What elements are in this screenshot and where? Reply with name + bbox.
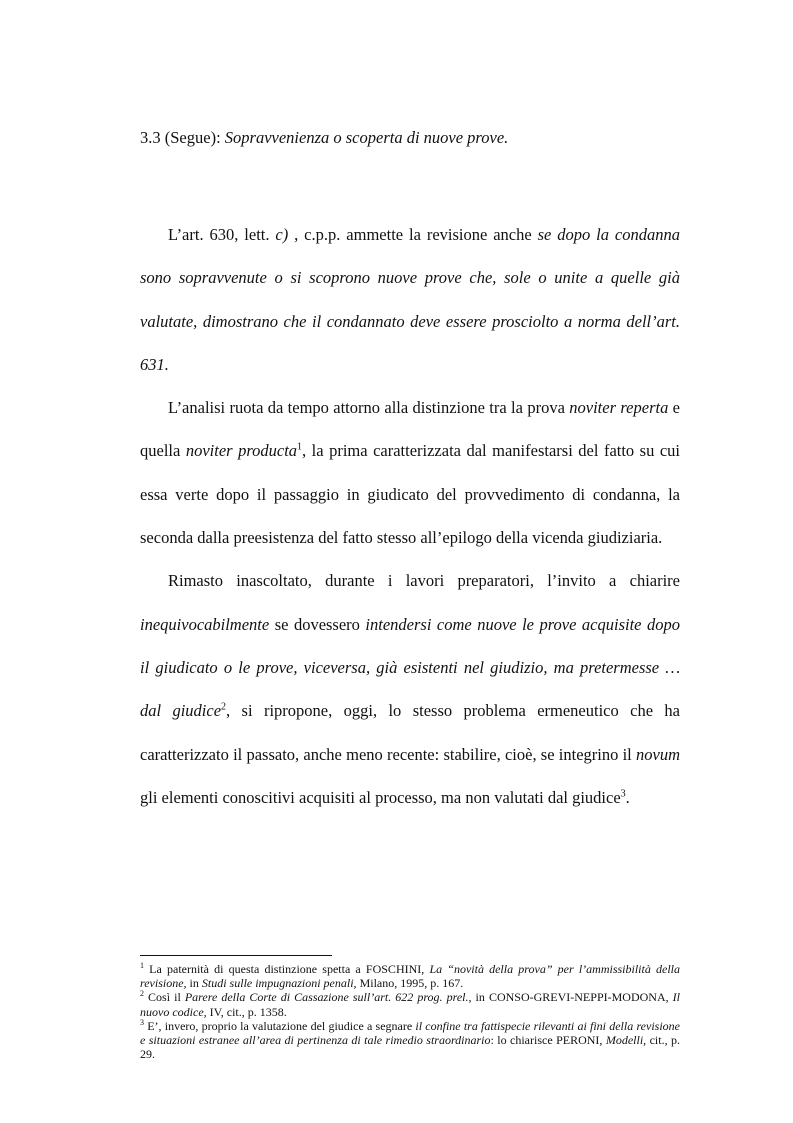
footnote-number: 2 xyxy=(140,989,144,999)
footnote: $^1$ La paternità di questa distinzione spetta a FOSCHINI, La “novità della prova” per l’ammissibilità della revisione, in Studi sulle impugnazioni penali, Milano, 1995, p. 167. xyxy=(140,961,680,991)
section-heading xyxy=(140,127,680,149)
footnote: $^2$ Così il Parere della Corte di Cassazione sull’art. 622 prog. prel., in CONSO-GREVI-NEPPI-MODONA, Il nuovo codice, IV, cit., p. 1358. xyxy=(140,989,681,1019)
body-text xyxy=(140,213,680,819)
footnote-separator xyxy=(140,955,332,956)
footnote-ref[interactable]: 1 xyxy=(297,441,303,453)
footnote-number: 1 xyxy=(140,961,144,970)
footnote-ref[interactable]: 3 xyxy=(620,788,626,800)
section-number: 3.3 (Segue): xyxy=(140,128,225,147)
section-title: Sopravvenienza o scoperta di nuove prove. xyxy=(224,128,509,147)
footnote: $^3$ E’, invero, proprio la valutazione del giudice a segnare il confine tra fattispecie rilevanti ai fini della revisione e situazioni estranee all’area di pertinenza di tale rimedio straordinario: lo chiarisce PERONI, Modelli, cit., p. 29. xyxy=(140,1017,680,1062)
footnote-number: 3 xyxy=(140,1017,144,1027)
paragraph: L’art. 630, lett. c) , c.p.p. ammette la revisione anche se dopo la condanna sono sopravvenute o si scoprono nuove prove che, sole o unite a quelle già valutate, dimostrano che il condannato deve essere prosciolto a norma dell’art. 631. xyxy=(140,225,680,374)
paragraph: Rimasto inascoltato, durante i lavori preparatori, l’invito a chiarire inequivocabilmente se dovessero intendersi come nuove le prove acquisite dopo il giudicato o le prove, viceversa, già esistenti nel giudizio, ma pretermesse … dal giudice$^2$, si ripropone, oggi, lo stesso problema ermeneutico che ha caratterizzato il passato, anche meno recente: stabilire, cioè, se integrino il novum gli elementi conoscitivi acquisiti al processo, ma non valutati dal giudice$^3$. xyxy=(140,571,680,807)
footnotes xyxy=(140,962,680,1061)
paragraph: L’analisi ruota da tempo attorno alla distinzione tra la prova noviter reperta e quella noviter producta$^1$, la prima caratterizzata dal manifestarsi del fatto su cui essa verte dopo il passaggio in giudicato del provvedimento di condanna, la seconda dalla preesistenza del fatto stesso all’epilogo della vicenda giudiziaria. xyxy=(140,398,681,548)
footnote-ref[interactable]: 2 xyxy=(221,701,227,713)
